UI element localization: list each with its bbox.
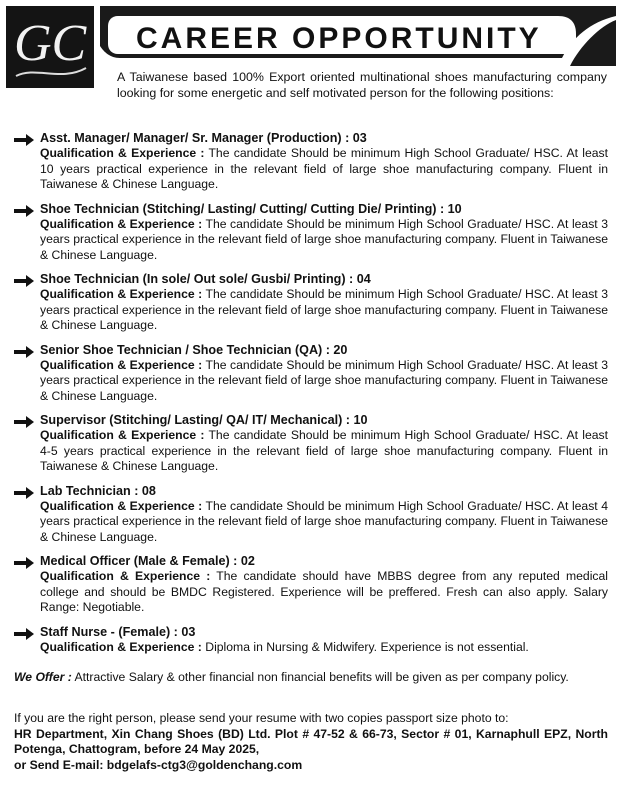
qualification-label: Qualification & Experience : xyxy=(40,287,203,301)
position-title: Shoe Technician (Stitching/ Lasting/ Cutting/ Cutting Die/ Printing) : 10 xyxy=(40,201,462,216)
position-title: Supervisor (Stitching/ Lasting/ QA/ IT/ Mechanical) : 10 xyxy=(40,413,368,427)
arrow-right-icon xyxy=(14,487,34,499)
email-address[interactable]: bdgelafs-ctg3@goldenchang.com xyxy=(106,757,303,772)
apply-address: HR Department, Xin Chang Shoes (BD) Ltd. Plot # 47-52 & 66-73, Sector # 01, Karnaphull EPZ, North Potenga, Chattogram, before 24 May 2025, xyxy=(14,726,608,756)
qualification-text: The candidate Should be minimum High School Graduate/ HSC. At least 3 years practical experience in the relevant field of large shoe manufacturing company. Fluent in Taiwanese & Chinese Language. xyxy=(40,216,608,262)
position-item xyxy=(14,484,608,546)
qualification-label: Qualification & Experience : xyxy=(40,639,202,654)
offer-label: We Offer : xyxy=(14,670,72,684)
apply-section xyxy=(14,711,608,773)
apply-email-line xyxy=(14,758,608,774)
qualification-label: Qualification & Experience : xyxy=(40,569,211,583)
position-qualification xyxy=(40,569,608,616)
intro-text: A Taiwanese based 100% Export oriented multinational shoes manufacturing company looking for some energetic and self motivated person for the following positions: xyxy=(117,70,607,100)
positions-list xyxy=(14,131,608,664)
position-item xyxy=(14,413,608,475)
position-qualification xyxy=(40,499,608,546)
qualification-text: The candidate Should be minimum High School Graduate/ HSC. At least 3 years practical experience in the relevant field of large shoe manufacturing company. Fluent in Taiwanese & Chinese Language. xyxy=(40,287,608,332)
arrow-right-icon xyxy=(14,628,34,640)
company-logo xyxy=(6,6,94,88)
arrow-right-icon xyxy=(14,205,34,217)
position-item xyxy=(14,272,608,334)
position-item xyxy=(14,625,608,656)
svg-text:GC: GC xyxy=(14,15,87,72)
position-title: Senior Shoe Technician / Shoe Technician (QA) : 20 xyxy=(40,342,348,357)
arrow-right-icon xyxy=(14,346,34,358)
position-qualification xyxy=(40,428,608,475)
arrow-right-icon xyxy=(14,416,34,428)
offer-text: Attractive Salary & other financial non financial benefits will be given as per company policy. xyxy=(74,670,569,684)
position-qualification xyxy=(40,640,608,656)
qualification-text: The candidate Should be minimum High School Graduate/ HSC. At least 4-5 years practical experience in the relevant field of large shoe manufacturing company. Fluent in Taiwanese & Chinese Language. xyxy=(40,428,608,473)
position-qualification xyxy=(40,217,608,264)
qualification-label: Qualification & Experience : xyxy=(40,216,203,231)
position-title: Medical Officer (Male & Female) : 02 xyxy=(40,554,255,568)
apply-instruction: If you are the right person, please send your resume with two copies passport size photo to: xyxy=(14,711,509,725)
position-title: Staff Nurse - (Female) : 03 xyxy=(40,624,196,639)
banner-title: CAREER OPPORTUNITY xyxy=(136,22,542,55)
position-qualification xyxy=(40,146,608,193)
qualification-text: The candidate should have MBBS degree from any reputed medical college and should be BMDC Registered. Experience will be preffered. Fresh can also apply. Salary Range: Negotiable. xyxy=(40,569,608,614)
position-title: Asst. Manager/ Manager/ Sr. Manager (Production) : 03 xyxy=(40,131,367,145)
qualification-text: The candidate Should be minimum High School Graduate/ HSC. At least 10 years practical experience in the relevant field of large shoe manufacturing company. Fluent in Taiwanese & Chinese Language. xyxy=(40,146,608,191)
position-item xyxy=(14,202,608,264)
arrow-right-icon xyxy=(14,275,34,287)
qualification-label: Qualification & Experience : xyxy=(40,357,203,372)
qualification-label: Qualification & Experience : xyxy=(40,428,205,442)
qualification-text: The candidate Should be minimum High School Graduate/ HSC. At least 4 years practical experience in the relevant field of large shoe manufacturing company. Fluent in Taiwanese & Chinese Language. xyxy=(40,498,608,544)
position-item xyxy=(14,131,608,193)
qualification-label: Qualification & Experience : xyxy=(40,498,203,513)
position-title: Lab Technician : 08 xyxy=(40,483,156,498)
arrow-right-icon xyxy=(14,134,34,146)
position-item xyxy=(14,343,608,405)
position-qualification xyxy=(40,287,608,334)
qualification-label: Qualification & Experience : xyxy=(40,146,205,160)
arrow-right-icon xyxy=(14,557,34,569)
position-title: Shoe Technician (In sole/ Out sole/ Gusbi/ Printing) : 04 xyxy=(40,272,371,286)
gc-monogram-icon xyxy=(6,6,94,88)
email-label: or Send E-mail: xyxy=(14,757,104,772)
qualification-text: The candidate Should be minimum High School Graduate/ HSC. At least 3 years practical experience in the relevant field of large shoe manufacturing company. Fluent in Taiwanese & Chinese Language. xyxy=(40,357,608,403)
qualification-text: Diploma in Nursing & Midwifery. Experience is not essential. xyxy=(205,639,529,654)
position-qualification xyxy=(40,358,608,405)
offer-section xyxy=(14,670,608,686)
position-item xyxy=(14,554,608,616)
banner xyxy=(100,6,616,66)
